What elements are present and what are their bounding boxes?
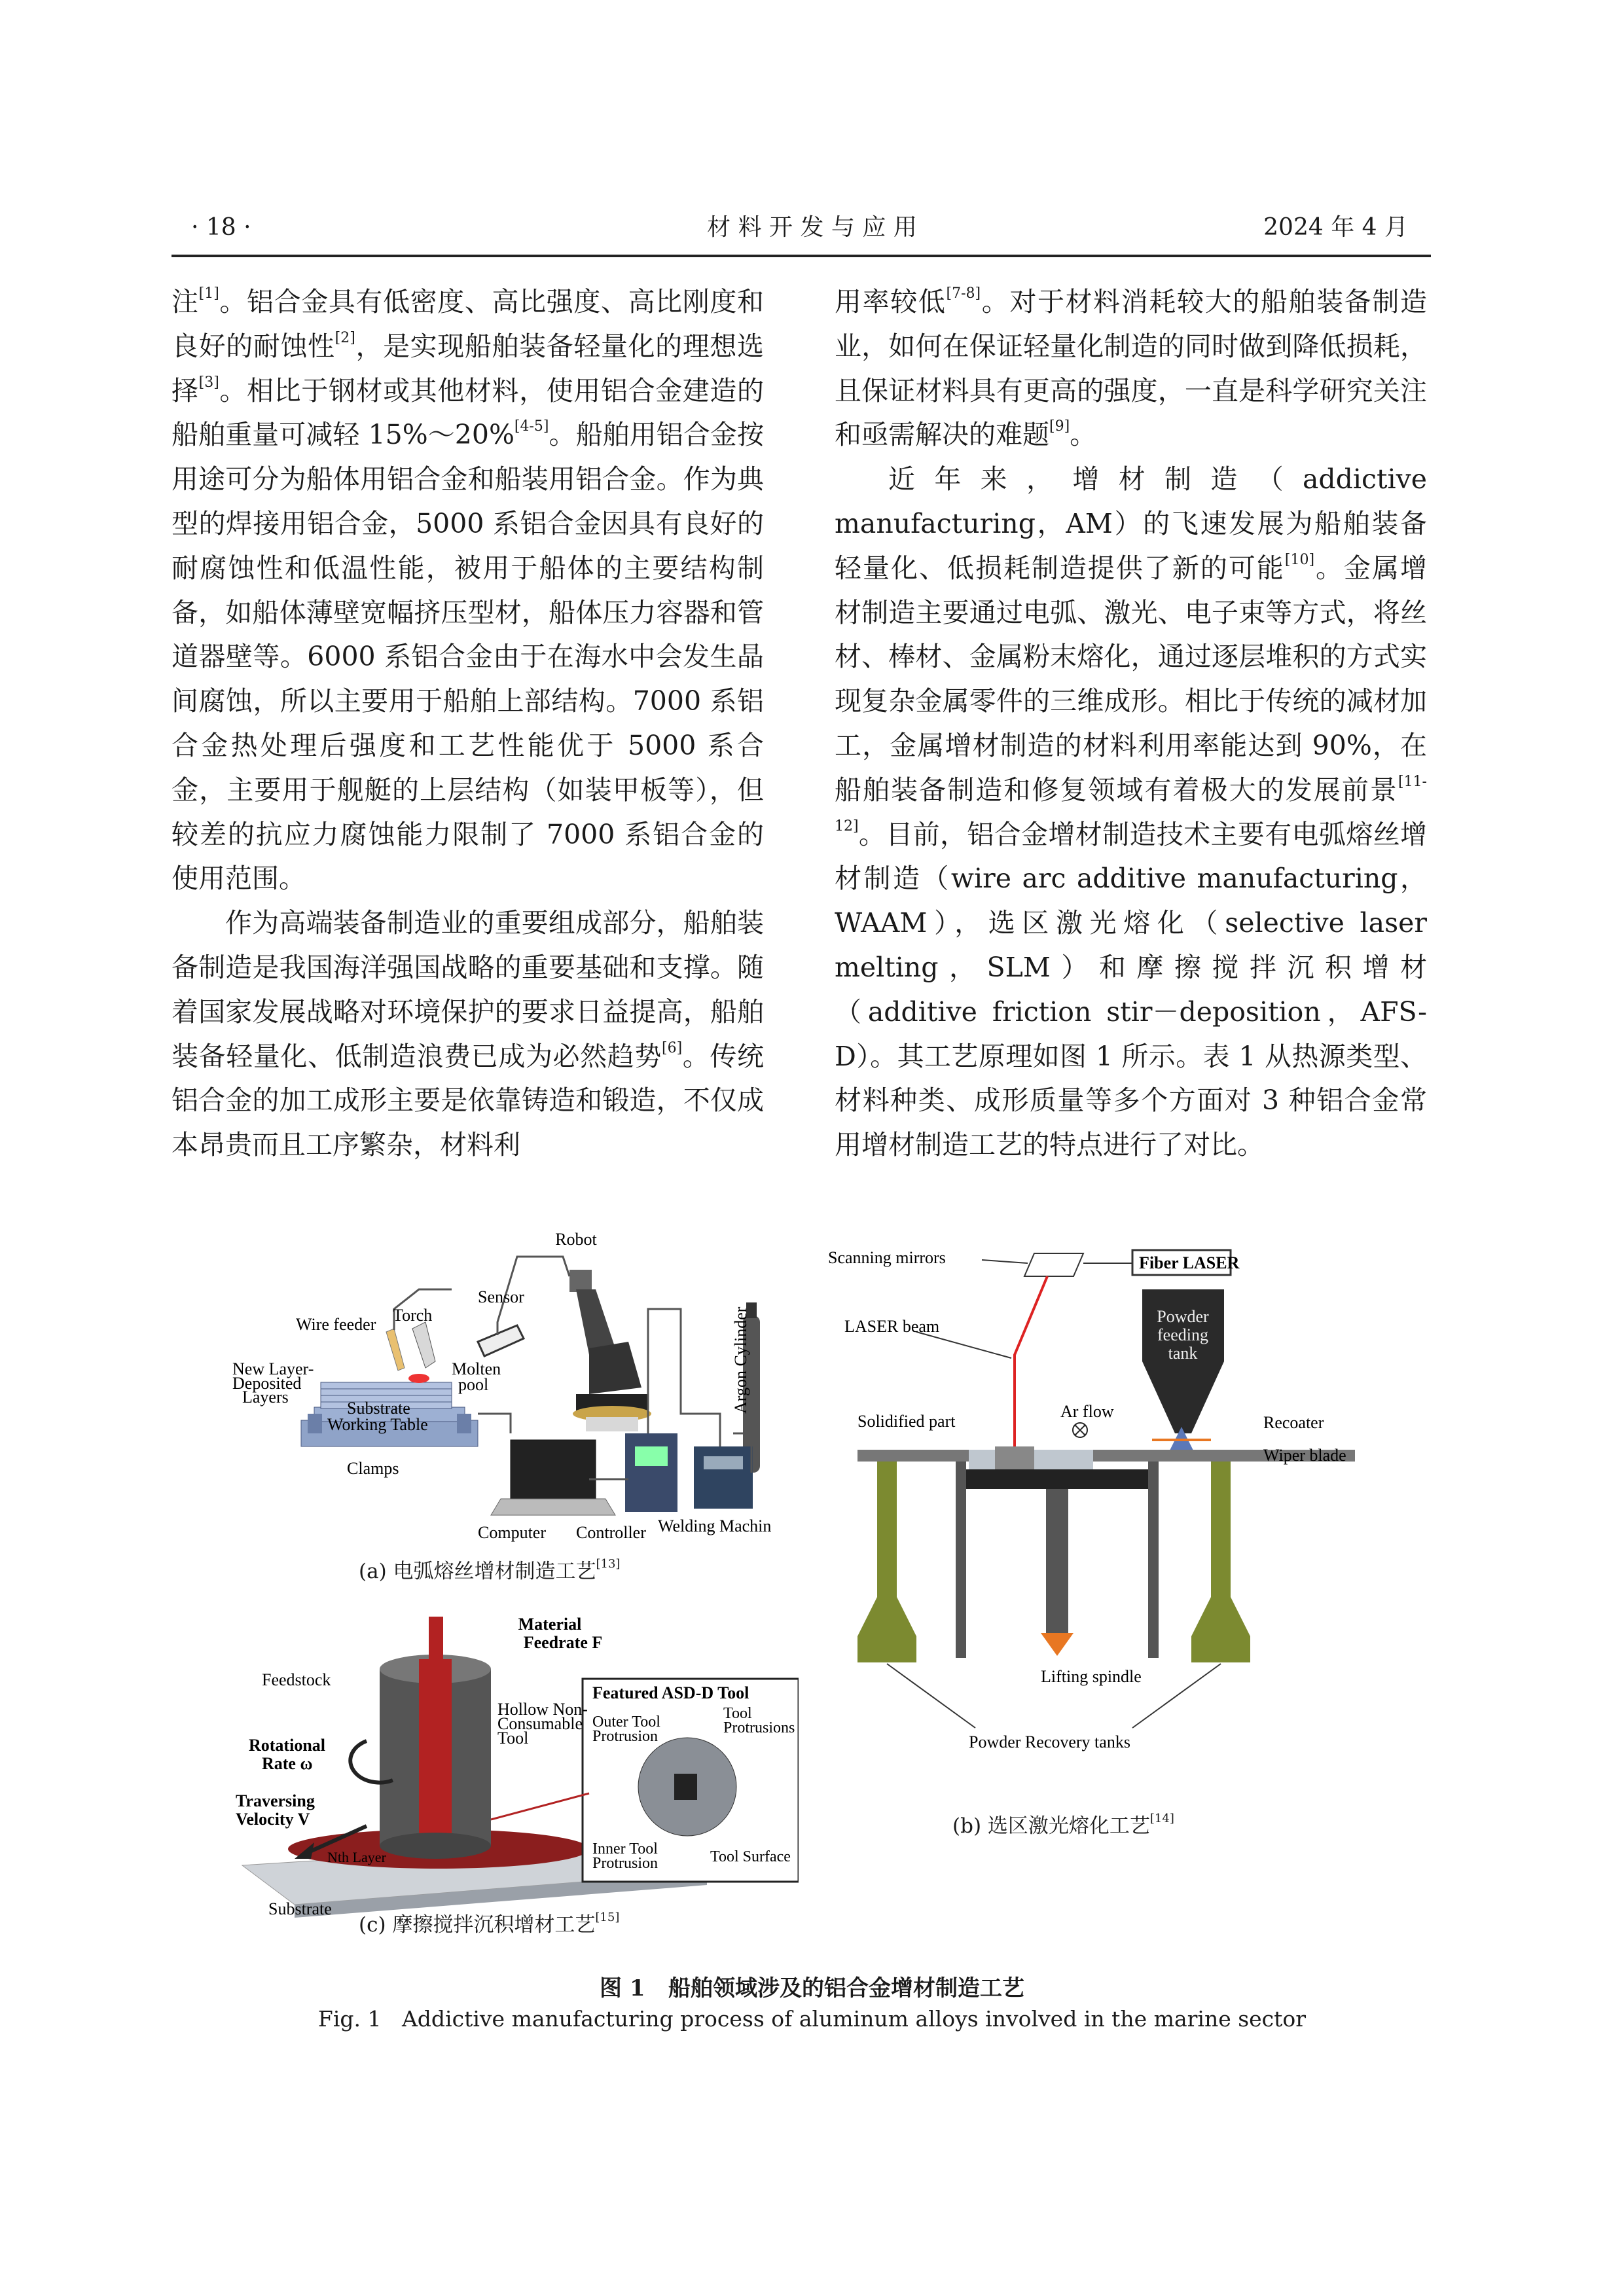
label-traversing-velocity: Velocity V [236, 1810, 310, 1829]
label-argon-cylinder: Argon Cylinder [731, 1306, 750, 1414]
label-scanning-mirrors: Scanning mirrors [828, 1248, 946, 1267]
label-tool-protrusions: Tool [723, 1705, 752, 1722]
powder-recovery-tank-right [1191, 1462, 1250, 1662]
paragraph [835, 280, 1427, 457]
text-run: 用率较低 [835, 286, 947, 317]
label-inner-protrusion: Inner Tool [592, 1840, 658, 1857]
citation: [9] [1049, 418, 1070, 435]
sensor [478, 1325, 524, 1356]
header-rule [171, 255, 1431, 257]
citation: [6] [662, 1039, 683, 1056]
paragraph [835, 457, 1427, 1168]
label-material: Material [518, 1615, 582, 1634]
label-robot: Robot [555, 1230, 597, 1249]
journal-name: 材 料 开 发 与 应 用 [707, 214, 917, 241]
text-run: 。铝合金具有低密度、高比强度、高比刚度和良好的耐蚀性 [171, 286, 765, 362]
citation: [1] [198, 285, 219, 302]
label-tool-surface: Tool Surface [710, 1848, 791, 1865]
text-run: 近年来，增材制造（addictive manufacturing，AM）的飞速发展为船舶装备轻量化、低损耗制造提供了新的可能 [835, 463, 1427, 584]
citation: [3] [198, 374, 219, 391]
text-run: 。相比于钢材或其他材料，使用铝合金建造的船舶重量可减轻 15%～20% [171, 374, 765, 451]
label-clamps: Clamps [347, 1459, 399, 1478]
paragraph [171, 280, 764, 901]
text-run: 。目前，铝合金增材制造技术主要有电弧熔丝增材制造（wire arc additive manufacturing，WAAM），选区激光熔化（selective laser melting，SLM）和摩擦搅拌沉积增材（additive friction stir－deposition，AFS-D）。其工艺原理如图 1 所示。表 1 从热源类型、材料种类、成形质量等多个方面对 3 种铝合金常用增材制造工艺的特点进行了对比。 [835, 818, 1427, 1161]
paragraph [171, 901, 764, 1168]
lifting-spindle [1046, 1489, 1068, 1633]
label-torch: Torch [393, 1306, 433, 1325]
label-computer: Computer [478, 1523, 546, 1542]
label-rotational-rate: Rate ω [262, 1754, 313, 1773]
label-tool-protrusions: Protrusions [723, 1719, 795, 1736]
citation: [10] [1284, 551, 1315, 568]
solidified-part [995, 1446, 1034, 1469]
text-run: 。 [1070, 419, 1097, 451]
down-arrow-icon [1041, 1633, 1074, 1656]
figure-title-en: Fig. 1 Addictive manufacturing process of aluminum alloys involved in the marine sector [317, 2006, 1307, 2032]
waam-diagram [223, 1217, 812, 1545]
label-rotational-rate: Rotational [249, 1736, 325, 1755]
label-substrate: Substrate [268, 1899, 332, 1918]
label-powder-tank: tank [1168, 1344, 1198, 1363]
label-inner-protrusion: Protrusion [592, 1855, 659, 1872]
slm-diagram [818, 1230, 1447, 1754]
label-material: Feedrate F [523, 1633, 603, 1652]
label-fiber-laser: Fiber LASER [1139, 1253, 1240, 1272]
label-working-table: Working Table [327, 1415, 428, 1434]
laser-beam [1015, 1276, 1047, 1460]
scanning-mirror [1024, 1253, 1083, 1276]
text-run: 。传统铝合金的加工成形主要是依靠铸造和锻造，不仅成本昂贵而且工序繁杂，材料利 [171, 1040, 765, 1161]
label-wire-feeder: Wire feeder [296, 1315, 376, 1334]
label-recoater: Recoater [1263, 1413, 1324, 1432]
left-column [171, 280, 764, 1168]
label-traversing-velocity: Traversing [236, 1791, 315, 1810]
caption-a: (a) 电弧熔丝增材制造工艺[13] [359, 1556, 621, 1583]
citation: [7-8] [946, 285, 981, 302]
caption-c: (c) 摩擦搅拌沉积增材工艺[15] [359, 1910, 620, 1937]
label-ar-flow: Ar flow [1060, 1402, 1114, 1421]
citation: [11-12] [835, 773, 1427, 834]
label-outer-protrusion: Outer Tool [592, 1713, 660, 1731]
caption-b: (b) 选区激光熔化工艺[14] [952, 1811, 1174, 1838]
label-solidified-part: Solidified part [857, 1412, 956, 1431]
right-column [835, 280, 1427, 1168]
controller [625, 1433, 677, 1512]
label-hollow-tool: Hollow Non- [497, 1700, 588, 1719]
label-wiper-blade: Wiper blade [1263, 1446, 1346, 1465]
label-powder-tank: Powder [1157, 1307, 1209, 1326]
label-new-layer: Layers [242, 1388, 289, 1407]
label-welding-machine: Welding Machin [658, 1516, 772, 1535]
feedstock [419, 1659, 452, 1849]
label-new-layer: Deposited [232, 1374, 302, 1393]
label-hollow-tool: Tool [497, 1729, 529, 1748]
label-feedstock: Feedstock [262, 1670, 331, 1689]
page-number: · 18 · [191, 214, 251, 241]
label-hollow-tool: Consumable [497, 1714, 583, 1733]
label-featured-tool: Featured ASD-D Tool [592, 1683, 749, 1702]
label-outer-protrusion: Protrusion [592, 1728, 659, 1745]
figure-title-cn: 图 1 船舶领域涉及的铝合金增材制造工艺 [599, 1975, 1024, 2001]
lifting-platform [956, 1469, 1159, 1489]
text-run: 作为高端装备制造业的重要组成部分，船舶装备制造是我国海洋强国战略的重要基础和支撑。随着国家发展战略对环境保护的要求日益提高，船舶装备轻量化、低制造浪费已成为必然趋势 [171, 907, 764, 1072]
torch [386, 1322, 435, 1383]
text-run: 注 [171, 286, 199, 317]
label-molten-pool: Molten [452, 1359, 501, 1378]
afsd-diagram [236, 1610, 799, 1918]
label-sensor: Sensor [478, 1287, 524, 1306]
welding-machine [694, 1446, 753, 1509]
label-controller: Controller [576, 1523, 646, 1542]
powder-recovery-tank-left [857, 1462, 916, 1662]
text-run: 。金属增材制造主要通过电弧、激光、电子束等方式，将丝材、棒材、金属粉末熔化，通过逐层堆积的方式实现复杂金属零件的三维成形。相比于传统的减材加工，金属增材制造的材料利用率能达到 90%，在船舶装备制造和修复领域有着极大的发展前景 [835, 552, 1428, 806]
label-molten-pool: pool [458, 1375, 489, 1394]
label-new-layer: New Layer- [232, 1359, 314, 1378]
label-substrate: Substrate [347, 1399, 410, 1418]
label-lifting-spindle: Lifting spindle [1041, 1667, 1142, 1686]
robot-arm [569, 1270, 651, 1431]
citation: [4-5] [514, 418, 549, 435]
text-run: 。船舶用铝合金按用途可分为船体用铝合金和船装用铝合金。作为典型的焊接用铝合金，5000 系铝合金因具有良好的耐腐蚀性和低温性能，被用于船体的主要结构制备，如船体薄壁宽幅挤压型材，船体压力容器和管道器壁等。6000 系铝合金由于在海水中会发生晶间腐蚀，所以主要用于船舶上部结构。7000 系铝合金热处理后强度和工艺性能优于 5000 系合金，主要用于舰艇的上层结构（如装甲板等），但较差的抗应力腐蚀能力限制了 7000 系铝合金的使用范围。 [171, 419, 764, 895]
label-powder-tank: feeding [1157, 1325, 1208, 1344]
text-run: 。对于材料消耗较大的船舶装备制造业，如何在保证轻量化制造的同时做到降低损耗，且保证材料具有更高的强度，一直是科学研究关注和亟需解决的难题 [835, 286, 1428, 451]
issue-date: 2024 年 4 月 [1263, 214, 1408, 241]
computer [491, 1440, 615, 1515]
label-powder-recovery: Powder Recovery tanks [969, 1732, 1130, 1751]
text-run: ，是实现船舶装备轻量化的理想选择 [171, 330, 765, 406]
label-nth-layer: Nth Layer [327, 1849, 386, 1865]
citation: [2] [334, 330, 355, 346]
label-laser-beam: LASER beam [844, 1317, 940, 1336]
